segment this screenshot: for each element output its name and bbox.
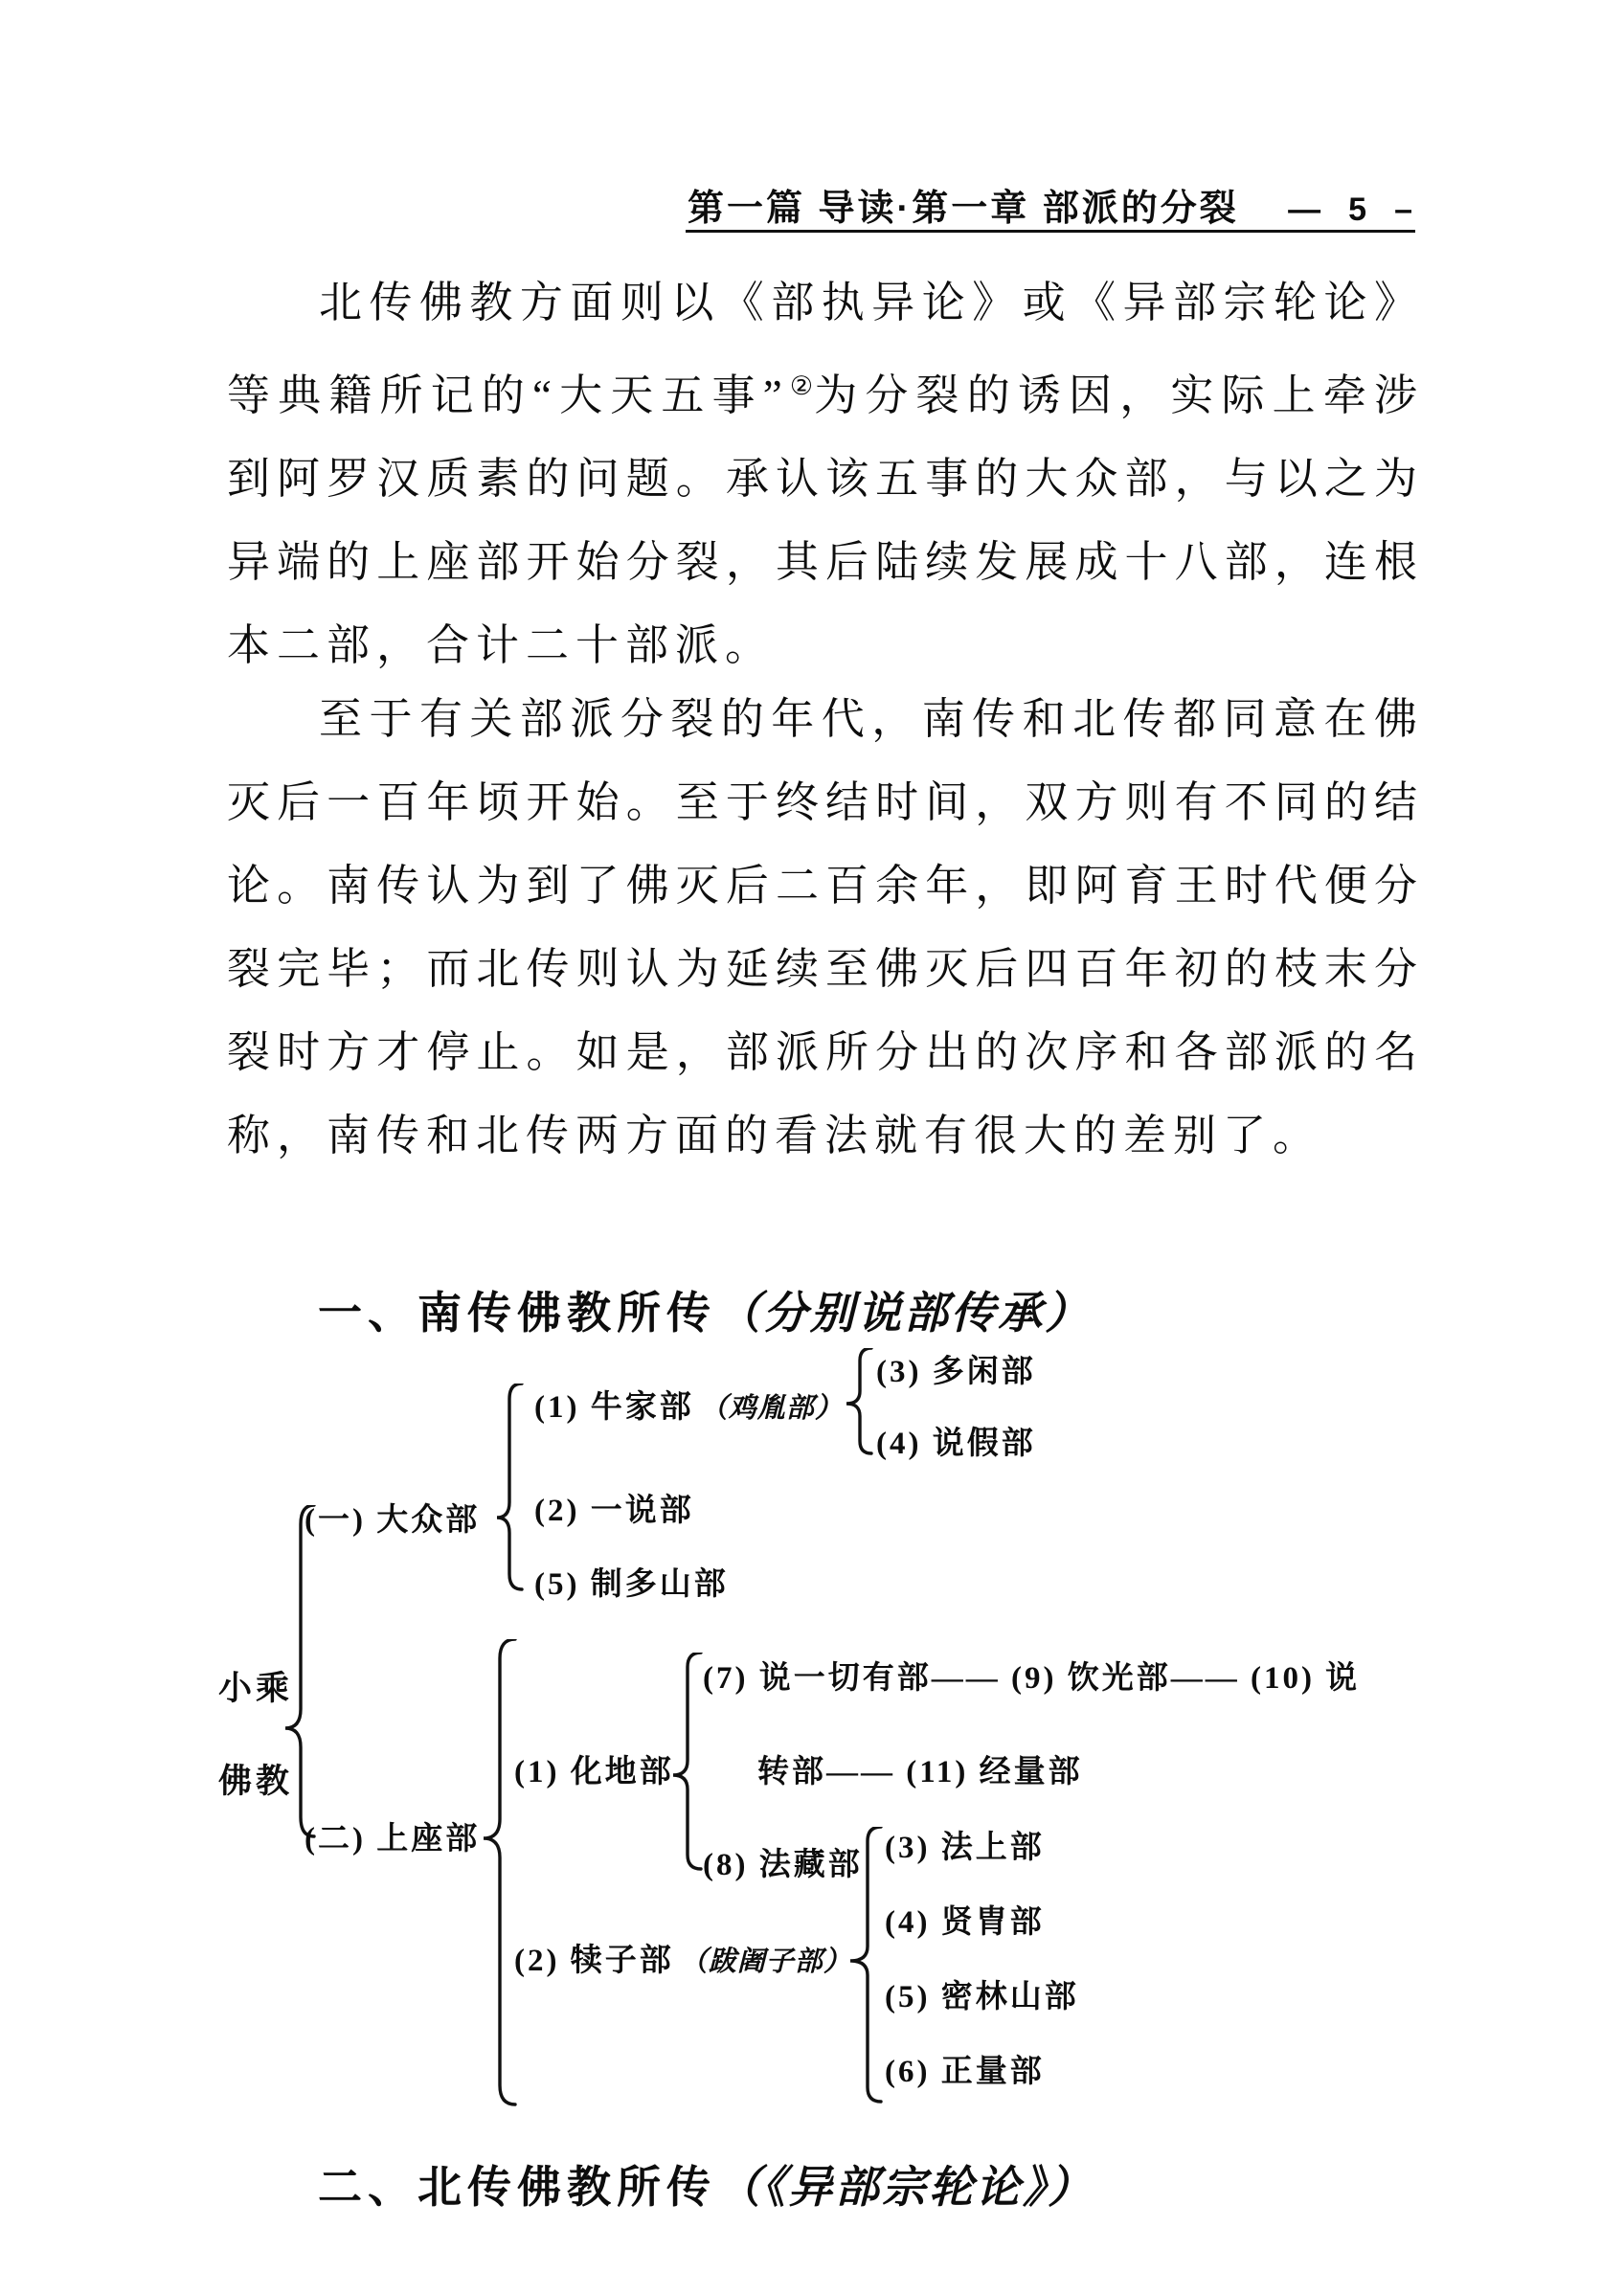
tree-node-gokulika-alias: （鸡胤部） [699,1393,844,1424]
brace-sthavira [484,1639,519,2106]
section-heading-south-subtitle: （分别说部传承） [716,1289,1092,1338]
brace-mahisasaka [673,1653,705,1871]
tree-node-vatsiputriya: (2) 犊子部 （跋阇子部） [514,1944,852,1978]
page-number-dash-right: – [1394,191,1415,228]
tree-node-bahusrutiya: (3) 多闲部 [876,1355,1036,1389]
paragraph-1-text-after-note: 为分裂的诱因，实际上牵涉到阿罗汉质素的问题。承认该五事的大众部，与以之为异端的上座部开始分裂，其后陆续发展成十八部，连根本二部，合计二十部派。 [227,371,1424,669]
tree-node-ekavyavaharika: (2) 一说部 [534,1494,694,1528]
tree-node-dharmaguptaka: (8) 法藏部 [703,1848,863,1882]
tree-node-sarvastivada-line2: 转部—— (11) 经量部 [757,1755,1083,1789]
section-heading-north [318,2152,1094,2216]
page-number-dash-left: — [1288,191,1324,228]
tree-node-caitika: (5) 制多山部 [534,1567,729,1602]
tree-node-vatsiputriya-alias: （跋阇子部） [679,1946,852,1977]
tree-node-sarvastivada-line1: (7) 说一切有部—— (9) 饮光部—— (10) 说 [703,1661,1361,1696]
paragraph-2 [227,678,1424,1178]
running-header-title: 第一篇 导读·第一章 部派的分裂 [688,189,1239,229]
tree-root-line2: 佛教 [218,1763,294,1800]
paragraph-1 [227,261,1424,687]
tree-node-mahasanghika: (一) 大众部 [304,1503,481,1538]
page-number: 5 [1348,191,1370,228]
paragraph-2-text: 至于有关部派分裂的年代，南传和北传都同意在佛灭后一百年顷开始。至于终结时间，双方则有不同的结论。南传认为到了佛灭后二百余年，即阿育王时代便分裂完毕；而北传则认为延续至佛灭后四百年初的枝末分裂时方才停止。如是，部派所分出的次序和各部派的名称，南传和北传两方面的看法就有很大的差别了。 [227,695,1424,1159]
section-heading-south [318,1278,1092,1341]
paragraph-1-text-before-note: 北传佛教方面则以《部执异论》或《异部宗轮论》等典籍所记的“大天五事” [227,279,1424,419]
tree-node-prajnaptivada: (4) 说假部 [876,1427,1036,1461]
tree-node-sammitiya: (6) 正量部 [885,2055,1045,2089]
brace-root [285,1505,318,1838]
brace-gokulika [846,1348,875,1455]
brace-mahasanghika [497,1384,526,1591]
tree-node-sannagarika: (5) 密林山部 [885,1980,1079,2014]
section-heading-south-title: 一、南传佛教所传 [318,1289,716,1338]
section-heading-north-title: 二、北传佛教所传 [318,2163,716,2212]
tree-node-dharmottariya: (3) 法上部 [885,1831,1045,1865]
running-header [688,178,1415,231]
header-rule [686,230,1415,233]
section-heading-north-subtitle: （《异部宗轮论》） [716,2163,1094,2212]
tree-node-gokulika: (1) 牛家部 （鸡胤部） [534,1390,844,1425]
tree-node-bhadrayaniya: (4) 贤胄部 [885,1905,1045,1940]
tree-node-sthavira: (二) 上座部 [304,1822,481,1856]
tree-root-line1: 小乘 [218,1670,294,1707]
tree-node-mahisasaka: (1) 化地部 [514,1755,674,1789]
footnote-marker: ② [788,371,815,400]
page-number-group [1288,191,1415,229]
